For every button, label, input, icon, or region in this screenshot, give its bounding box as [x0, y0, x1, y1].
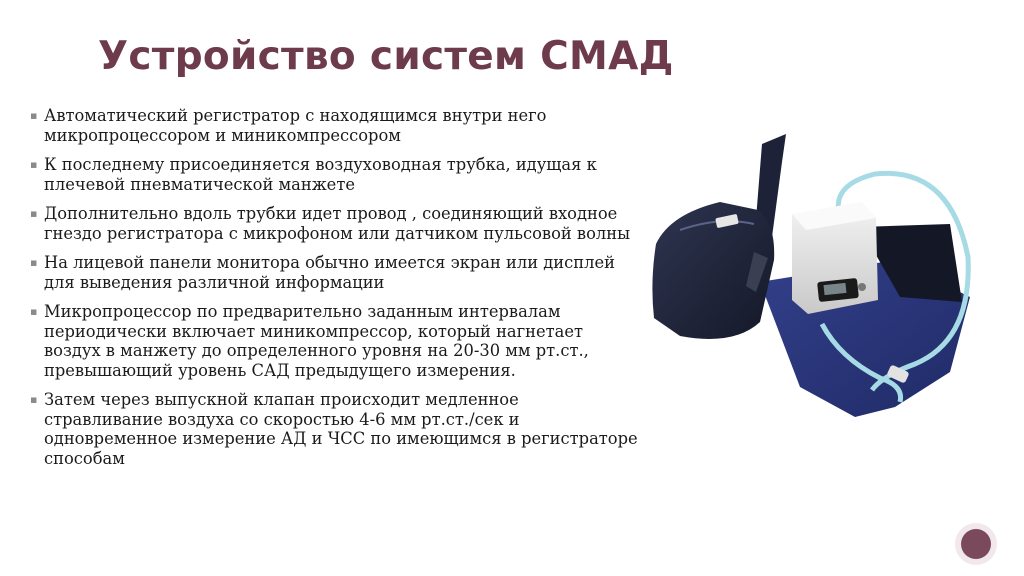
bullet-marker: ▪: [30, 256, 38, 269]
bullet-item: [30, 106, 640, 145]
bullet-item: [30, 155, 640, 194]
bullet-marker: ▪: [30, 393, 38, 406]
bullet-item: [30, 204, 640, 243]
bullet-marker: ▪: [30, 207, 38, 220]
bullet-text: Микропроцессор по предварительно заданным интервалам периодически включает миникомпрессор, который нагнетает воздух в манжету до определенного уровня на 20-30 мм рт.ст., превышающий уровень САД предыдущего измерения.: [44, 302, 589, 380]
badge-circle: [961, 529, 991, 559]
bullet-marker: ▪: [30, 158, 38, 171]
bullet-marker: ▪: [30, 109, 38, 122]
bullet-text: Автоматический регистратор с находящимся внутри него микропроцессором и миникомпрессором: [44, 106, 547, 145]
bullet-text: На лицевой панели монитора обычно имеется экран или дисплей для выведения различной информации: [44, 253, 615, 292]
bullet-text: Затем через выпускной клапан происходит медленное стравливание воздуха со скоростью 4-6 мм рт.ст./сек и одновременное измерение АД и ЧСС по имеющимся в регистраторе способам: [44, 390, 638, 468]
bullet-marker: ▪: [30, 305, 38, 318]
bullet-text: К последнему присоединяется воздуховодная трубка, идущая к плечевой пневматической манжете: [44, 155, 597, 194]
abpm-device-photo: [650, 132, 972, 418]
bullet-item: [30, 390, 640, 468]
bullet-item: [30, 253, 640, 292]
bullet-item: [30, 302, 640, 380]
page-badge: [955, 523, 997, 565]
slide-title: Устройство систем СМАД: [98, 34, 674, 79]
bullet-text: Дополнительно вдоль трубки идет провод , соединяющий входное гнездо регистратора с микрофоном или датчиком пульсовой волны: [44, 204, 631, 243]
bullet-list: [30, 106, 640, 478]
